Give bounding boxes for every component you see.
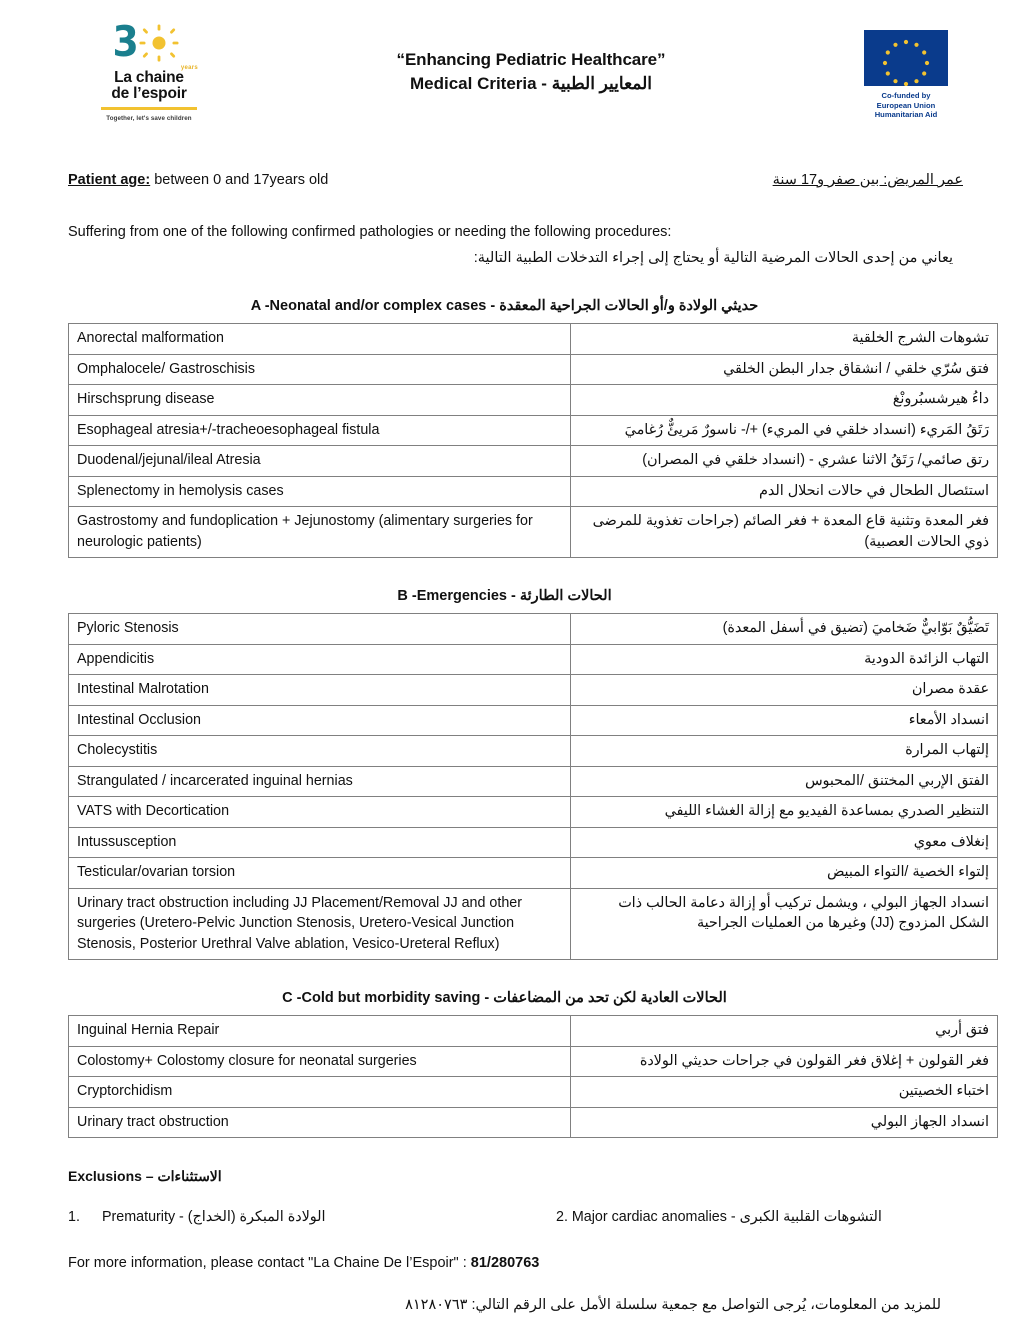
table-row — [69, 354, 998, 385]
row-label-ar: فتق سُرّي خلقي / انشقاق جدار البطن الخلقي — [571, 354, 998, 385]
logo-tagline: Together, let's save children — [106, 115, 192, 122]
row-label-ar: انسداد الجهاز البولي — [571, 1107, 998, 1138]
row-label-en: Cholecystitis — [69, 736, 571, 767]
eu-caption-line3: Humanitarian Aid — [874, 110, 938, 120]
document-title-en: “Enhancing Pediatric Healthcare” — [396, 50, 666, 69]
document-subtitle-bilingual: Medical Criteria - المعايير الطبية — [409, 74, 653, 93]
row-label-en: Testicular/ovarian torsion — [69, 858, 571, 889]
exclusion-1-text: Prematurity - الولادة المبكرة (الخداج) — [102, 1209, 326, 1225]
row-label-ar: رَتَقُ المَريء (انسداد خلقي في المريء) +/- ناسورٌ مَريئٌّ رُغاميَ — [571, 415, 998, 446]
patient-age-label: Patient age: — [68, 172, 151, 188]
exclusion-item-2: 2. Major cardiac anomalies - التشوهات القلبية الكبرى — [556, 1209, 882, 1225]
document-header — [0, 0, 1013, 132]
row-label-en: Strangulated / incarcerated inguinal hernias — [69, 766, 571, 797]
table-row — [69, 858, 998, 889]
row-label-ar: اختباء الخصيتين — [571, 1077, 998, 1108]
contact-line-en — [68, 1253, 963, 1273]
row-label-en: Appendicitis — [69, 644, 571, 675]
intro-text-ar: يعاني من إحدى الحالات المرضية التالية أو يحتاج إلى إجراء التدخلات الطبية التالية: — [473, 250, 953, 266]
eu-funding-logo — [859, 22, 953, 120]
row-label-ar: فغر القولون + إغلاق فغر القولون في جراحات حديثي الولادة — [571, 1046, 998, 1077]
logo-divider — [101, 107, 197, 110]
row-label-en: Intestinal Malrotation — [69, 675, 571, 706]
contact-line-ar: للمزيد من المعلومات، يُرجى التواصل مع جمعية سلسلة الأمل على الرقم التالي: ٨١٢٨٠٧٦٣ — [405, 1297, 941, 1313]
row-label-en: Omphalocele/ Gastroschisis — [69, 354, 571, 385]
table-row — [69, 705, 998, 736]
table-row — [69, 507, 998, 558]
row-label-ar: داءُ هيرشسبُرونْغ — [571, 385, 998, 416]
table-row — [69, 1077, 998, 1108]
patient-age-row — [68, 170, 963, 190]
eu-flag-icon — [864, 30, 948, 86]
row-label-ar: الفتق الإربي المختنق /المحبوس — [571, 766, 998, 797]
table-row — [69, 385, 998, 416]
table-row — [69, 888, 998, 960]
row-label-ar: إنغلاف معوي — [571, 827, 998, 858]
row-label-en: Pyloric Stenosis — [69, 614, 571, 645]
eu-stars — [864, 30, 948, 86]
eu-caption-line1: Co-funded by — [881, 91, 931, 100]
row-label-ar: انسداد الأمعاء — [571, 705, 998, 736]
patient-age-ar-text: عمر المريض: بين صفر و17 سنة — [772, 172, 963, 188]
row-label-ar: فتق أربي — [571, 1016, 998, 1047]
row-label-ar: استئصال الطحال في حالات انحلال الدم — [571, 476, 998, 507]
section-heading-a: A -Neonatal and/or complex cases - حديثي الولادة و/أو الحالات الجراحية المعقدة — [250, 298, 759, 314]
table-row — [69, 766, 998, 797]
patient-age-value: between 0 and 17years old — [150, 172, 329, 188]
table-row — [69, 1107, 998, 1138]
table-row — [69, 614, 998, 645]
criteria-table-a — [68, 323, 998, 558]
logo-years-label: years — [180, 65, 198, 71]
document-body — [0, 170, 1013, 1339]
section-heading-b: B -Emergencies - الحالات الطارئة — [397, 588, 612, 604]
row-label-en: Urinary tract obstruction — [69, 1107, 571, 1138]
logo-mark — [95, 17, 203, 71]
logo-numeral-3: 3 — [112, 17, 139, 66]
document-title-block — [203, 22, 859, 96]
row-label-en: Inguinal Hernia Repair — [69, 1016, 571, 1047]
table-row — [69, 736, 998, 767]
row-label-ar: التنظير الصدري بمساعدة الفيديو مع إزالة الغشاء الليفي — [571, 797, 998, 828]
row-label-en: Splenectomy in hemolysis cases — [69, 476, 571, 507]
table-row — [69, 476, 998, 507]
exclusion-1-number: 1. — [68, 1209, 80, 1225]
table-row — [69, 1046, 998, 1077]
table-row — [69, 324, 998, 355]
patient-age-en — [68, 170, 328, 190]
table-row — [69, 1016, 998, 1047]
contact-phone: 81/280763 — [470, 1255, 540, 1271]
table-row — [69, 644, 998, 675]
logo-name-line2: de l’espoir — [111, 84, 187, 102]
row-label-ar: إلتواء الخصية /التواء المبيض — [571, 858, 998, 889]
exclusions-heading: Exclusions – الاستثناءات — [68, 1168, 222, 1184]
sun-icon — [139, 24, 179, 64]
criteria-table-c — [68, 1015, 998, 1138]
row-label-en: Colostomy+ Colostomy closure for neonatal surgeries — [69, 1046, 571, 1077]
row-label-en: Esophageal atresia+/-tracheoesophageal fistula — [69, 415, 571, 446]
eu-caption-line2: European Union — [876, 100, 936, 110]
row-label-en: VATS with Decortication — [69, 797, 571, 828]
patient-age-ar — [773, 170, 963, 190]
contact-prefix: For more information, please contact "La Chaine De l’Espoir" : — [68, 1255, 471, 1271]
row-label-ar: تَضَيُّقٌ بَوّابيٌّ ضَخاميَ (تضيق في أسفل المعدة) — [571, 614, 998, 645]
table-row — [69, 797, 998, 828]
table-row — [69, 446, 998, 477]
row-label-en: Duodenal/jejunal/ileal Atresia — [69, 446, 571, 477]
section-heading-c: C -Cold but morbidity saving - الحالات العادية لكن تحد من المضاعفات — [282, 990, 727, 1006]
row-label-ar: تشوهات الشرج الخلقية — [571, 324, 998, 355]
exclusion-item-1 — [68, 1207, 538, 1227]
criteria-table-b — [68, 613, 998, 960]
la-chaine-de-lespoir-logo — [95, 17, 203, 122]
table-row — [69, 675, 998, 706]
row-label-ar: عقدة مصران — [571, 675, 998, 706]
table-row — [69, 415, 998, 446]
row-label-ar: فغر المعدة وتثنية قاع المعدة + فغر الصائم (جراحات تغذوية للمرضى ذوي الحالات العصبية) — [571, 507, 998, 558]
row-label-en: Intussusception — [69, 827, 571, 858]
row-label-ar: إلتهاب المرارة — [571, 736, 998, 767]
row-label-en: Cryptorchidism — [69, 1077, 571, 1108]
intro-text-en: Suffering from one of the following confirmed pathologies or needing the following procedures: — [68, 224, 672, 240]
row-label-ar: التهاب الزائدة الدودية — [571, 644, 998, 675]
row-label-ar: انسداد الجهاز البولي ، ويشمل تركيب أو إزالة دعامة الحالب ذات الشكل المزدوج (JJ) وغيرها من العمليات الجراحية — [571, 888, 998, 960]
exclusions-list — [68, 1207, 963, 1227]
table-row — [69, 827, 998, 858]
row-label-en: Anorectal malformation — [69, 324, 571, 355]
row-label-en: Urinary tract obstruction including JJ Placement/Removal JJ and other surgeries (Uretero-Pelvic Junction Stenosis, Uretero-Vesical Junction Stenosis, Posterior Urethral Valve ablation, Vesico-Ureteral Reflux) — [69, 888, 571, 960]
row-label-ar: رتق صائمي/ رَتَقُ الاثنا عشري - (انسداد خلقي في المصران) — [571, 446, 998, 477]
row-label-en: Hirschsprung disease — [69, 385, 571, 416]
row-label-en: Gastrostomy and fundoplication + Jejunostomy (alimentary surgeries for neurologic patients) — [69, 507, 571, 558]
row-label-en: Intestinal Occlusion — [69, 705, 571, 736]
logo-name-line1: La chaine — [114, 69, 184, 86]
